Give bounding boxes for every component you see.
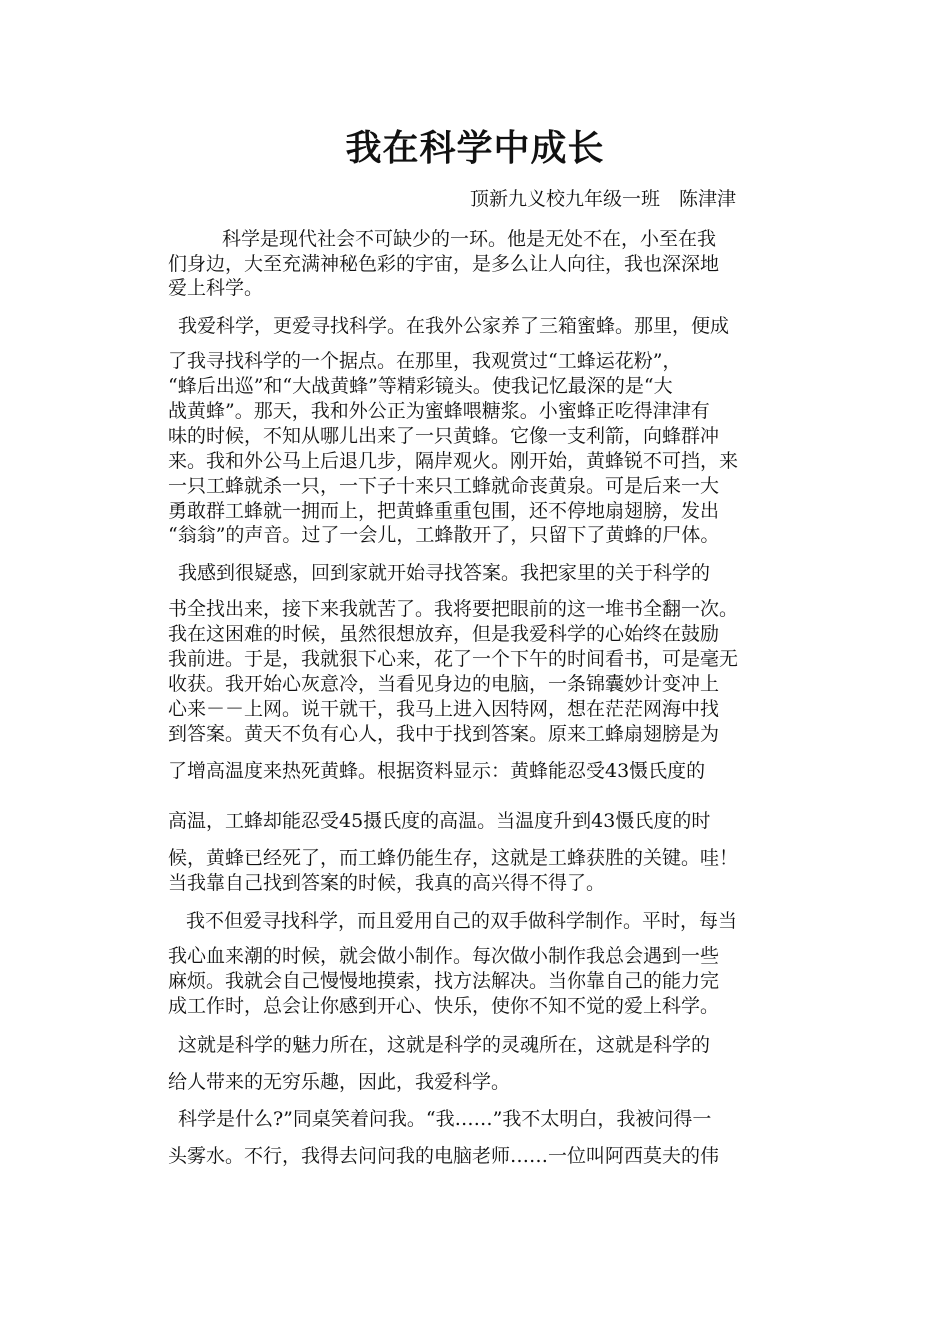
text-line: 了我寻找科学的一个据点。在那里，我观赏过“工蜂运花粉”， bbox=[168, 350, 682, 372]
text-line: 战黄蜂”。那天，我和外公正为蜜蜂喂糖浆。小蜜蜂正吃得津津有 bbox=[168, 400, 710, 422]
text-line: 味的时候，不知从哪儿出来了一只黄蜂。它像一支利箭，向蜂群冲 bbox=[168, 425, 720, 447]
text-line: 这就是科学的魅力所在，这就是科学的灵魂所在，这就是科学的 bbox=[178, 1034, 711, 1056]
text-line: 科学是什么?”同桌笑着问我。“我……”我不太明白，我被问得一 bbox=[178, 1108, 712, 1130]
text-line: 我爱科学，更爱寻找科学。在我外公家养了三箱蜜蜂。那里，便成 bbox=[178, 315, 730, 337]
text-line: 了增高温度来热死黄蜂。根据资料显示：黄蜂能忍受43慑氏度的 bbox=[168, 760, 706, 782]
text-line: 一只工蜂就杀一只，一下子十来只工蜂就命丧黄泉。可是后来一大 bbox=[168, 475, 720, 497]
text-line: 心来－－上网。说干就干，我马上进入因特网，想在茫茫网海中找 bbox=[168, 698, 720, 720]
text-line: 来。我和外公马上后退几步，隔岸观火。刚开始，黄蜂锐不可挡，来 bbox=[168, 450, 739, 472]
page-title: 我在科学中成长 bbox=[345, 128, 605, 169]
text-line: 们身边，大至充满神秘色彩的宇宙，是多么让人向往，我也深深地 bbox=[168, 253, 720, 275]
text-line: 我心血来潮的时候，就会做小制作。每次做小制作我总会遇到一些 bbox=[168, 945, 720, 967]
text-line: 我不但爱寻找科学，而且爱用自己的双手做科学制作。平时，每当 bbox=[186, 910, 738, 932]
text-line: 给人带来的无穷乐趣，因此，我爱科学。 bbox=[168, 1071, 511, 1093]
text-line: 高温，工蜂却能忍受45摄氏度的高温。当温度升到43慑氏度的时 bbox=[168, 810, 711, 832]
author-line: 顶新九义校九年级一班 陈津津 bbox=[470, 188, 737, 210]
text-line: 我感到很疑惑，回到家就开始寻找答案。我把家里的关于科学的 bbox=[178, 562, 711, 584]
text-line: 爱上科学。 bbox=[168, 277, 264, 299]
text-line: 当我靠自己找到答案的时候，我真的高兴得不得了。 bbox=[168, 872, 606, 894]
text-line: 科学是现代社会不可缺少的一环。他是无处不在，小至在我 bbox=[222, 228, 717, 250]
text-line: 头雾水。不行，我得去问问我的电脑老师……一位叫阿西莫夫的伟 bbox=[168, 1145, 720, 1167]
text-line: 候，黄蜂已经死了，而工蜂仍能生存，这就是工蜂获胜的关键。哇！ bbox=[168, 847, 739, 869]
text-line: 成工作时，总会让你感到开心、快乐，使你不知不觉的爱上科学。 bbox=[168, 995, 720, 1017]
text-line: “翁翁”的声音。过了一会儿，工蜂散开了，只留下了黄蜂的尸体。 bbox=[168, 524, 720, 546]
text-line: 我在这困难的时候，虽然很想放弃，但是我爱科学的心始终在鼓励 bbox=[168, 623, 720, 645]
text-line: 收获。我开始心灰意冷，当看见身边的电脑，一条锦囊妙计变冲上 bbox=[168, 673, 720, 695]
text-line: 我前进。于是，我就狠下心来，花了一个下午的时间看书，可是毫无 bbox=[168, 648, 739, 670]
text-line: 勇敢群工蜂就一拥而上，把黄蜂重重包围，还不停地扇翅膀，发出 bbox=[168, 500, 720, 522]
text-line: 书全找出来，接下来我就苦了。我将要把眼前的这一堆书全翻一次。 bbox=[168, 598, 739, 620]
text-line: 麻烦。我就会自己慢慢地摸索，找方法解决。当你靠自己的能力完 bbox=[168, 970, 720, 992]
text-line: “蜂后出巡”和“大战黄蜂”等精彩镜头。使我记忆最深的是“大 bbox=[168, 375, 673, 397]
text-line: 到答案。黄天不负有心人，我中于找到答案。原来工蜂扇翅膀是为 bbox=[168, 723, 720, 745]
